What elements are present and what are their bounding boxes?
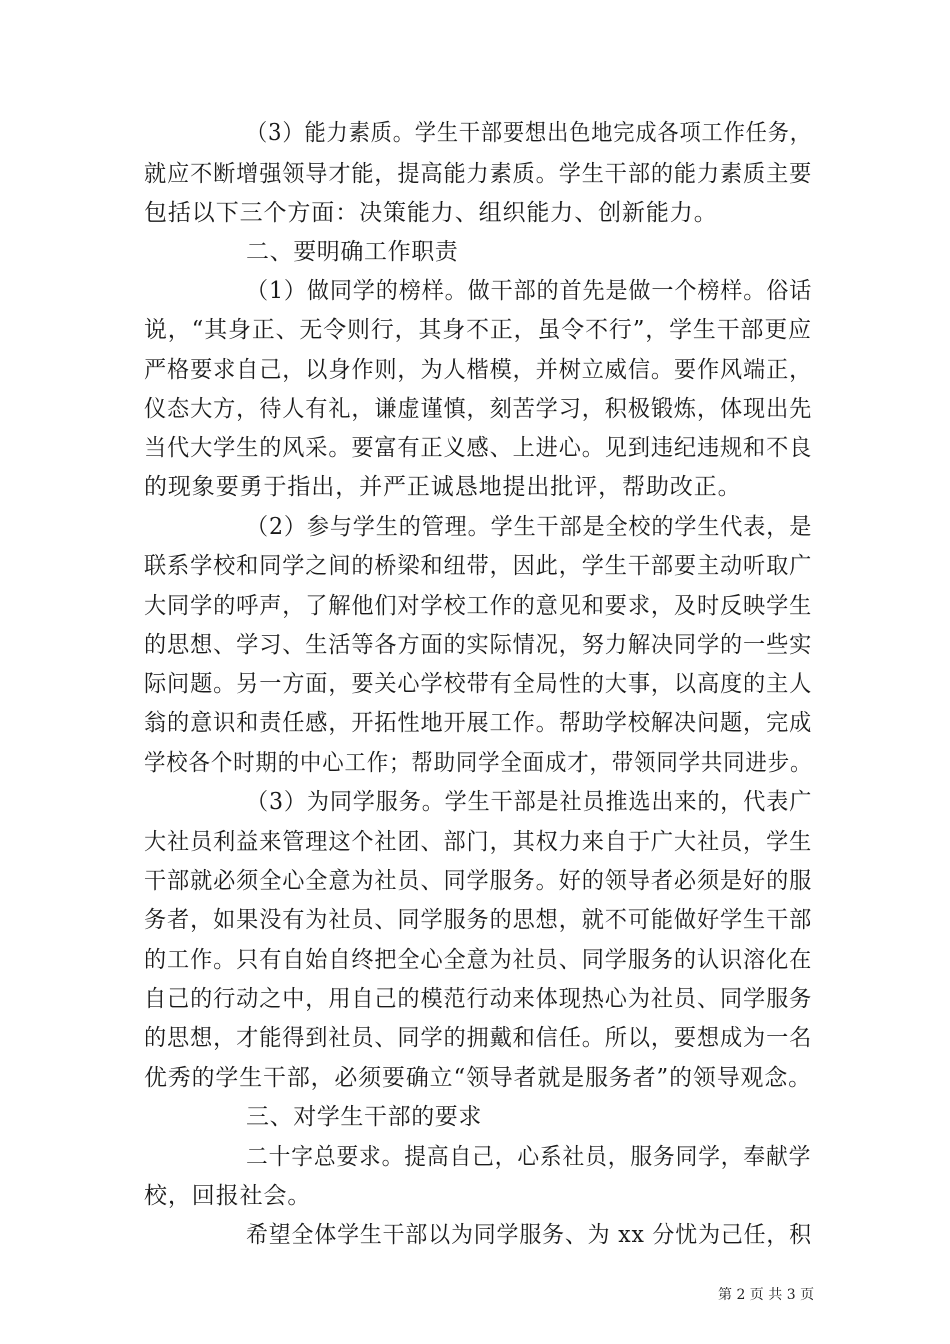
paragraph-line: 自己的行动之中，用自己的模范行动来体现热心为社员、同学服务 — [144, 986, 813, 1012]
paragraph-line: 严格要求自己，以身作则，为人楷模，并树立威信。要作风端正， — [144, 357, 813, 383]
paragraph-line: 学校各个时期的中心工作；帮助同学全面成才，带领同学共同进步。 — [144, 750, 813, 776]
paragraph-line: 二十字总要求。提高自己，心系社员，服务同学，奉献学 — [246, 1144, 812, 1170]
paragraph-line: 仪态大方，待人有礼，谦虚谨慎，刻苦学习，积极锻炼，体现出先 — [144, 396, 813, 422]
paragraph-line: 优秀的学生干部，必须要确立“领导者就是服务者”的领导观念。 — [144, 1065, 812, 1091]
paragraph-line: 当代大学生的风采。要富有正义感、上进心。见到违纪违规和不良 — [144, 435, 813, 461]
page-number-footer: 第 2 页 共 3 页 — [718, 1287, 815, 1303]
paragraph-line: 大同学的呼声，了解他们对学校工作的意见和要求，及时反映学生 — [144, 593, 813, 619]
paragraph-line: 希望全体学生干部以为同学服务、为 xx 分忧为己任，积 — [246, 1222, 812, 1248]
paragraph-line: （3）能力素质。学生干部要想出色地完成各项工作任务， — [246, 120, 812, 146]
section-heading: 二、要明确工作职责 — [246, 239, 459, 265]
paragraph-line: 际问题。另一方面，要关心学校带有全局性的大事，以高度的主人 — [144, 671, 813, 697]
paragraph-line: 的工作。只有自始自终把全心全意为社员、同学服务的认识溶化在 — [144, 947, 813, 973]
paragraph-line: 联系学校和同学之间的桥梁和纽带，因此，学生干部要主动听取广 — [144, 553, 813, 579]
section-heading: 三、对学生干部的要求 — [246, 1104, 482, 1130]
paragraph-line: 的思想、学习、生活等各方面的实际情况，努力解决同学的一些实 — [144, 632, 813, 658]
paragraph-line: 说，“其身正、无令则行，其身不正，虽令不行”，学生干部更应 — [144, 317, 812, 343]
paragraph-line: 翁的意识和责任感，开拓性地开展工作。帮助学校解决问题，完成 — [144, 710, 813, 736]
paragraph-line: 包括以下三个方面：决策能力、组织能力、创新能力。 — [144, 200, 718, 226]
paragraph-line: 务者，如果没有为社员、同学服务的思想，就不可能做好学生干部 — [144, 907, 813, 933]
paragraph-line: 的现象要勇于指出，并严正诚恳地提出批评，帮助改正。 — [144, 474, 742, 500]
paragraph-line: （1）做同学的榜样。做干部的首先是做一个榜样。俗话 — [246, 278, 813, 304]
paragraph-line: （2）参与学生的管理。学生干部是全校的学生代表，是 — [246, 514, 813, 540]
paragraph-line: 就应不断增强领导才能，提高能力素质。学生干部的能力素质主要 — [144, 161, 813, 187]
paragraph-line: 干部就必须全心全意为社员、同学服务。好的领导者必须是好的服 — [144, 868, 813, 894]
paragraph-line: 校，回报社会。 — [144, 1183, 312, 1209]
paragraph-line: 的思想，才能得到社员、同学的拥戴和信任。所以，要想成为一名 — [144, 1025, 813, 1051]
paragraph-line: （3）为同学服务。学生干部是社员推选出来的，代表广 — [246, 789, 813, 815]
paragraph-line: 大社员利益来管理这个社团、部门，其权力来自于广大社员，学生 — [144, 829, 813, 855]
